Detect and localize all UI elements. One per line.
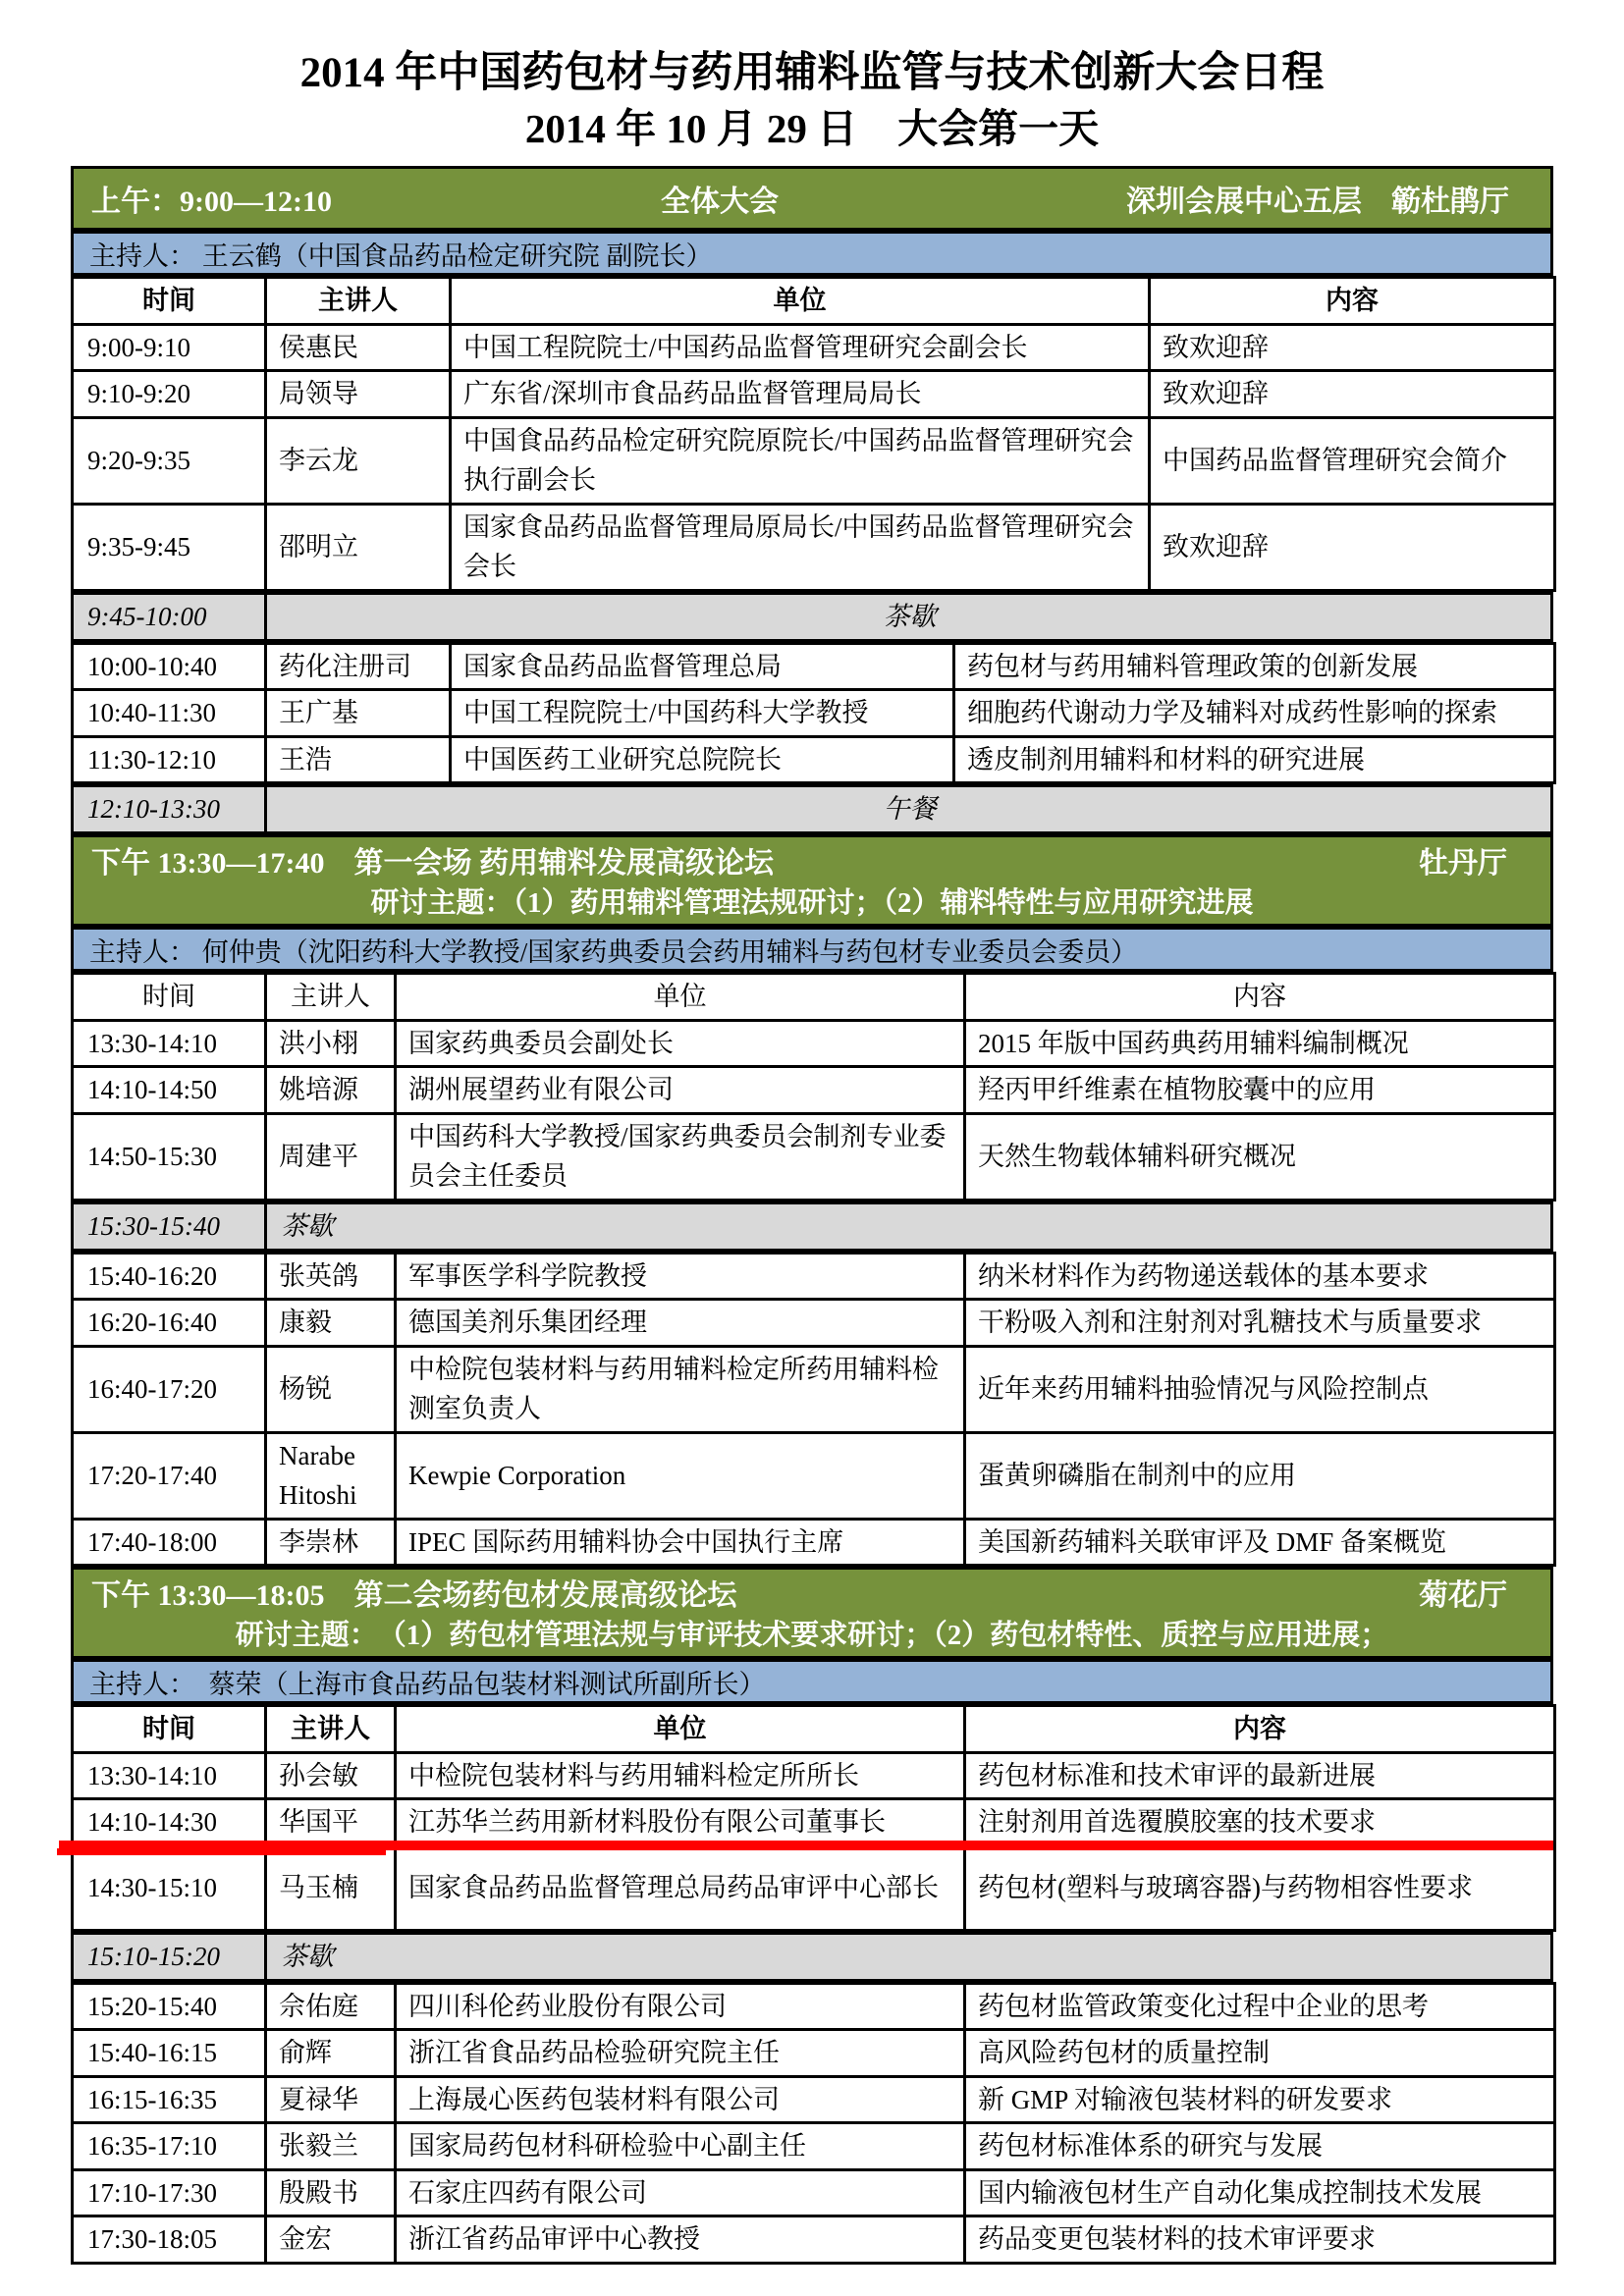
content-cell: 细胞药代谢动力学及辅料对成药性影响的探索 [954,690,1555,737]
org-cell: 军事医学科学院教授 [396,1253,965,1300]
org-cell: 四川科伦药业股份有限公司 [396,1983,965,2030]
table-row [73,2030,1555,2077]
moderator-text: 主持人： 蔡荣（上海市食品药品包装材料测试所副所长） [89,1669,766,1699]
org-cell: 中国工程院院士/中国药品监督管理研究会副会长 [451,324,1150,371]
moderator-bar-forum2 [71,1659,1553,1704]
time-cell: 9:00-9:10 [73,324,266,371]
break-label: 午餐 [266,786,1552,833]
table-row [73,417,1555,504]
time-cell: 10:00-10:40 [73,643,266,690]
time-cell: 16:20-16:40 [73,1300,266,1347]
time-cell: 14:30-15:10 [73,1845,266,1930]
page-title: 2014 年中国药包材与药用辅料监管与技术创新大会日程 [299,50,1325,96]
moderator-bar-forum1 [71,927,1553,972]
org-cell: 浙江省食品药品检验研究院主任 [396,2030,965,2077]
col-header-content: 内容 [965,974,1555,1021]
content-cell: 药包材(塑料与玻璃容器)与药物相容性要求 [965,1845,1555,1930]
col-header-org: 单位 [396,974,965,1021]
content-cell: 近年来药用辅料抽验情况与风险控制点 [965,1346,1555,1432]
org-cell: 中国食品药品检定研究院原院长/中国药品监督管理研究会执行副会长 [451,417,1150,504]
content-cell: 药品变更包装材料的技术审评要求 [965,2216,1555,2264]
table-row-highlighted [73,1799,1555,1846]
col-header-org: 单位 [451,278,1150,325]
content-cell: 注射剂用首选覆膜胶塞的技术要求 [965,1799,1555,1846]
table-row [73,371,1555,418]
time-cell: 14:50-15:30 [73,1113,266,1200]
morning-break-lunch [71,784,1553,834]
table-row [73,643,1555,690]
col-header-speaker: 主讲人 [266,1706,396,1753]
break-label: 茶歇 [266,1202,1552,1250]
content-cell: 药包材标准和技术审评的最新进展 [965,1752,1555,1799]
table-row [73,1845,1555,1930]
content-cell: 药包材监管政策变化过程中企业的思考 [965,1983,1555,2030]
moderator-bar-morning [71,231,1553,276]
table-row [73,2216,1555,2264]
col-header-content: 内容 [965,1706,1555,1753]
org-cell: 广东省/深圳市食品药品监督管理局局长 [451,371,1150,418]
table-row [73,1519,1555,1566]
time-cell: 9:10-9:20 [73,371,266,418]
speaker-cell: 侯惠民 [266,324,451,371]
speaker-cell: 姚培源 [266,1067,396,1114]
time-cell: 9:20-9:35 [73,417,266,504]
session-venue: 菊花厅 [1419,1579,1507,1612]
speaker-cell: 华国平 [266,1799,396,1846]
forum1-table-part1 [71,972,1556,1201]
time-cell: 12:10-13:30 [73,786,266,833]
session-bar-forum2 [71,1567,1553,1659]
time-cell: 9:35-9:45 [73,504,266,590]
moderator-text: 主持人： 何仲贵（沈阳药科大学教授/国家药典委员会药用辅料与药包材专业委员会委员） [89,936,1138,967]
speaker-cell: 俞辉 [266,2030,396,2077]
speaker-cell: 药化注册司 [266,643,451,690]
red-underline-annotation-stroke2 [57,1848,386,1855]
table-row [73,2169,1555,2216]
content-cell: 致欢迎辞 [1150,371,1555,418]
table-row [73,736,1555,783]
time-cell: 14:10-14:30 [73,1799,266,1846]
table-header-row [73,1706,1555,1753]
col-header-time: 时间 [73,974,266,1021]
content-cell: 药包材与药用辅料管理政策的创新发展 [954,643,1555,690]
speaker-cell: 李云龙 [266,417,451,504]
org-cell: IPEC 国际药用辅料协会中国执行主席 [396,1519,965,1566]
col-header-content: 内容 [1150,278,1555,325]
table-header-row [73,974,1555,1021]
session-time: 上午：9:00—12:10 [91,186,332,218]
break-row [73,786,1552,833]
table-row [73,690,1555,737]
org-cell: 国家食品药品监督管理总局药品审评中心部长 [396,1845,965,1930]
org-cell: 德国美剂乐集团经理 [396,1300,965,1347]
speaker-cell: 局领导 [266,371,451,418]
page-subtitle-date: 2014 年 10 月 29 日 大会第一天 [524,105,1100,151]
speaker-cell: 周建平 [266,1113,396,1200]
time-cell: 13:30-14:10 [73,1020,266,1067]
morning-table-part2 [71,642,1556,785]
col-header-time: 时间 [73,278,266,325]
content-cell: 中国药品监督管理研究会简介 [1150,417,1555,504]
time-cell: 17:10-17:30 [73,2169,266,2216]
speaker-cell: 张英鸽 [266,1253,396,1300]
time-cell: 9:45-10:00 [73,593,266,640]
schedule-document [71,166,1553,2265]
table-row [73,1983,1555,2030]
time-cell: 14:10-14:50 [73,1067,266,1114]
speaker-cell: 夏禄华 [266,2076,396,2123]
break-label: 茶歇 [266,1933,1552,1980]
speaker-cell: 康毅 [266,1300,396,1347]
time-cell: 15:40-16:20 [73,1253,266,1300]
break-row [73,1933,1552,1980]
content-cell: 天然生物载体辅料研究概况 [965,1113,1555,1200]
table-row [73,1253,1555,1300]
content-cell: 蛋黄卵磷脂在制剂中的应用 [965,1432,1555,1519]
session-venue: 深圳会展中心五层 簕杜鹃厅 [1126,186,1509,218]
org-cell: Kewpie Corporation [396,1432,965,1519]
col-header-speaker: 主讲人 [266,278,451,325]
speaker-cell: Narabe Hitoshi [266,1432,396,1519]
content-cell: 国内输液包材生产自动化集成控制技术发展 [965,2169,1555,2216]
forum2-part1-wrap [71,1704,1553,1932]
speaker-cell: 孙会敏 [266,1752,396,1799]
morning-table-part1 [71,276,1556,592]
content-cell: 美国新药辅料关联审评及 DMF 备案概览 [965,1519,1555,1566]
break-row [73,593,1552,640]
break-label: 茶歇 [266,593,1552,640]
org-cell: 江苏华兰药用新材料股份有限公司董事长 [396,1799,965,1846]
content-cell: 药包材标准体系的研究与发展 [965,2123,1555,2170]
speaker-cell: 金宏 [266,2216,396,2264]
content-cell: 2015 年版中国药典药用辅料编制概况 [965,1020,1555,1067]
session-bar-forum1 [71,834,1553,927]
time-cell: 17:30-18:05 [73,2216,266,2264]
time-cell: 17:20-17:40 [73,1432,266,1519]
forum2-table-part1 [71,1704,1556,1932]
org-cell: 国家食品药品监督管理总局 [451,643,954,690]
forum2-table-part2 [71,1982,1556,2265]
speaker-cell: 李崇林 [266,1519,396,1566]
table-row [73,2076,1555,2123]
org-cell: 中检院包装材料与药用辅料检定所药用辅料检测室负责人 [396,1346,965,1432]
session-title: 下午 13:30—18:05 第二会场药包材发展高级论坛 [91,1579,737,1612]
content-cell: 致欢迎辞 [1150,504,1555,590]
morning-break-tea [71,592,1553,642]
content-cell: 致欢迎辞 [1150,324,1555,371]
table-row [73,1432,1555,1519]
org-cell: 中国药科大学教授/国家药典委员会制剂专业委员会主任委员 [396,1113,965,1200]
org-cell: 石家庄四药有限公司 [396,2169,965,2216]
speaker-cell: 佘佑庭 [266,1983,396,2030]
session-bar-morning [71,166,1553,231]
speaker-cell: 殷殿书 [266,2169,396,2216]
table-row [73,1346,1555,1432]
speaker-cell: 邵明立 [266,504,451,590]
table-row [73,1020,1555,1067]
table-row [73,1113,1555,1200]
session-title: 全体大会 [661,186,779,218]
time-cell: 15:40-16:15 [73,2030,266,2077]
time-cell: 17:40-18:00 [73,1519,266,1566]
table-row [73,1067,1555,1114]
speaker-cell: 王广基 [266,690,451,737]
speaker-cell: 洪小栩 [266,1020,396,1067]
time-cell: 15:10-15:20 [73,1933,266,1980]
table-row [73,2123,1555,2170]
org-cell: 中国工程院院士/中国药科大学教授 [451,690,954,737]
time-cell: 11:30-12:10 [73,736,266,783]
col-header-time: 时间 [73,1706,266,1753]
org-cell: 中国医药工业研究总院院长 [451,736,954,783]
content-cell: 透皮制剂用辅料和材料的研究进展 [954,736,1555,783]
table-row [73,1752,1555,1799]
org-cell: 浙江省药品审评中心教授 [396,2216,965,2264]
forum1-table-part2 [71,1252,1556,1568]
time-cell: 13:30-14:10 [73,1752,266,1799]
org-cell: 国家局药包材科研检验中心副主任 [396,2123,965,2170]
org-cell: 国家药典委员会副处长 [396,1020,965,1067]
table-row [73,324,1555,371]
org-cell: 中检院包装材料与药用辅料检定所所长 [396,1752,965,1799]
session-title: 下午 13:30—17:40 第一会场 药用辅料发展高级论坛 [91,847,774,880]
content-cell: 高风险药包材的质量控制 [965,2030,1555,2077]
forum2-break-tea [71,1932,1553,1982]
speaker-cell: 马玉楠 [266,1845,396,1930]
content-cell: 新 GMP 对输液包装材料的研发要求 [965,2076,1555,2123]
time-cell: 16:35-17:10 [73,2123,266,2170]
content-cell: 羟丙甲纤维素在植物胶囊中的应用 [965,1067,1555,1114]
col-header-speaker: 主讲人 [266,974,396,1021]
session-theme: 研讨主题：（1）药用辅料管理法规研讨；（2）辅料特性与应用研究进展 [370,887,1254,919]
moderator-text: 主持人： 王云鹤（中国食品药品检定研究院 副院长） [89,240,713,271]
speaker-cell: 王浩 [266,736,451,783]
content-cell: 纳米材料作为药物递送载体的基本要求 [965,1253,1555,1300]
break-row [73,1202,1552,1250]
table-header-row [73,278,1555,325]
org-cell: 湖州展望药业有限公司 [396,1067,965,1114]
col-header-org: 单位 [396,1706,965,1753]
time-cell: 16:40-17:20 [73,1346,266,1432]
time-cell: 15:20-15:40 [73,1983,266,2030]
speaker-cell: 张毅兰 [266,2123,396,2170]
table-row [73,504,1555,590]
forum1-break-tea [71,1201,1553,1252]
table-row [73,1300,1555,1347]
session-venue: 牡丹厅 [1419,847,1507,880]
speaker-cell: 杨锐 [266,1346,396,1432]
session-theme: 研讨主题： （1）药包材管理法规与审评技术要求研讨；（2）药包材特性、质控与应用进展； [235,1620,1389,1651]
org-cell: 上海晟心医药包装材料有限公司 [396,2076,965,2123]
time-cell: 15:30-15:40 [73,1202,266,1250]
content-cell: 干粉吸入剂和注射剂对乳糖技术与质量要求 [965,1300,1555,1347]
time-cell: 10:40-11:30 [73,690,266,737]
time-cell: 16:15-16:35 [73,2076,266,2123]
org-cell: 国家食品药品监督管理局原局长/中国药品监督管理研究会会长 [451,504,1150,590]
